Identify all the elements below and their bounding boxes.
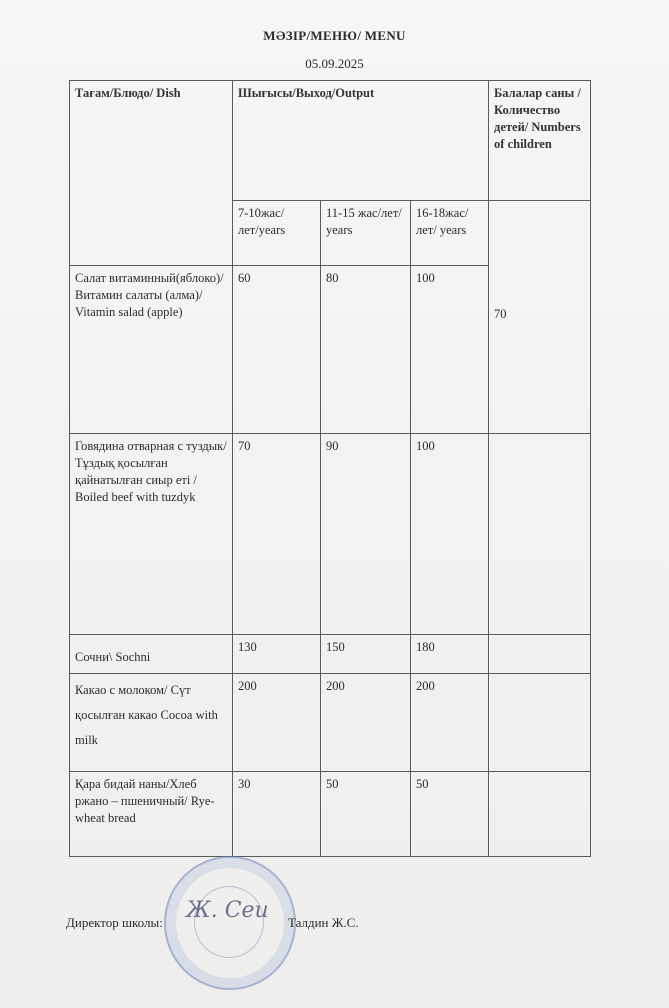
- dish-name: Сочни\ Sochni: [70, 635, 233, 674]
- table-row: [70, 674, 591, 772]
- director-signature: Ж. Сеи: [186, 898, 269, 923]
- document-title: МӘЗІР/МЕНЮ/ MENU: [263, 28, 406, 43]
- age-group-11-15: 11-15 жас/лет/ years: [321, 201, 411, 266]
- header-children: Балалар саны /Количество детей/ Numbers of children: [489, 81, 591, 201]
- value-16-18: 50: [411, 772, 489, 857]
- table-row: [70, 635, 591, 674]
- age-group-7-10: 7-10жас/лет/years: [233, 201, 321, 266]
- header-dish: Тағам/Блюдо/ Dish: [70, 81, 233, 266]
- value-11-15: 90: [321, 434, 411, 635]
- header-row: [70, 81, 591, 201]
- value-11-15: 80: [321, 266, 411, 434]
- signer-name: Талдин Ж.С.: [288, 915, 359, 930]
- value-11-15: 200: [321, 674, 411, 772]
- document-date: 05.09.2025: [305, 56, 364, 71]
- header-output: Шығысы/Выход/Output: [233, 81, 489, 201]
- value-16-18: 100: [411, 266, 489, 434]
- age-group-16-18: 16-18жас/лет/ years: [411, 201, 489, 266]
- children-empty-cell: [489, 635, 591, 674]
- value-16-18: 180: [411, 635, 489, 674]
- dish-name: Салат витаминный(яблоко)/ Витамин салаты (алма)/ Vitamin salad (apple): [70, 266, 233, 434]
- value-7-10: 200: [233, 674, 321, 772]
- children-empty-cell: [489, 674, 591, 772]
- value-11-15: 150: [321, 635, 411, 674]
- value-16-18: 100: [411, 434, 489, 635]
- table-row: [70, 434, 591, 635]
- value-11-15: 50: [321, 772, 411, 857]
- value-7-10: 130: [233, 635, 321, 674]
- value-7-10: 70: [233, 434, 321, 635]
- dish-name: Говядина отварная с туздык/ Тұздық қосылған қайнатылған сиыр еті / Boiled beef with tuzdyk: [70, 434, 233, 635]
- official-stamp: [164, 856, 296, 990]
- children-count: 70: [494, 306, 507, 321]
- dish-name: Какао с молоком/ Сүт қосылған какао Cocoa with milk: [70, 674, 233, 772]
- value-7-10: 30: [233, 772, 321, 857]
- signer-label: Директор школы:: [66, 915, 163, 930]
- children-empty-cell: [489, 772, 591, 857]
- value-16-18: 200: [411, 674, 489, 772]
- children-count-cell: [489, 201, 591, 434]
- children-empty-cell: [489, 434, 591, 635]
- menu-table: [69, 80, 591, 857]
- value-7-10: 60: [233, 266, 321, 434]
- dish-name: Қара бидай наны/Хлеб ржано – пшеничный/ Rye-wheat bread: [70, 772, 233, 857]
- table-row: [70, 772, 591, 857]
